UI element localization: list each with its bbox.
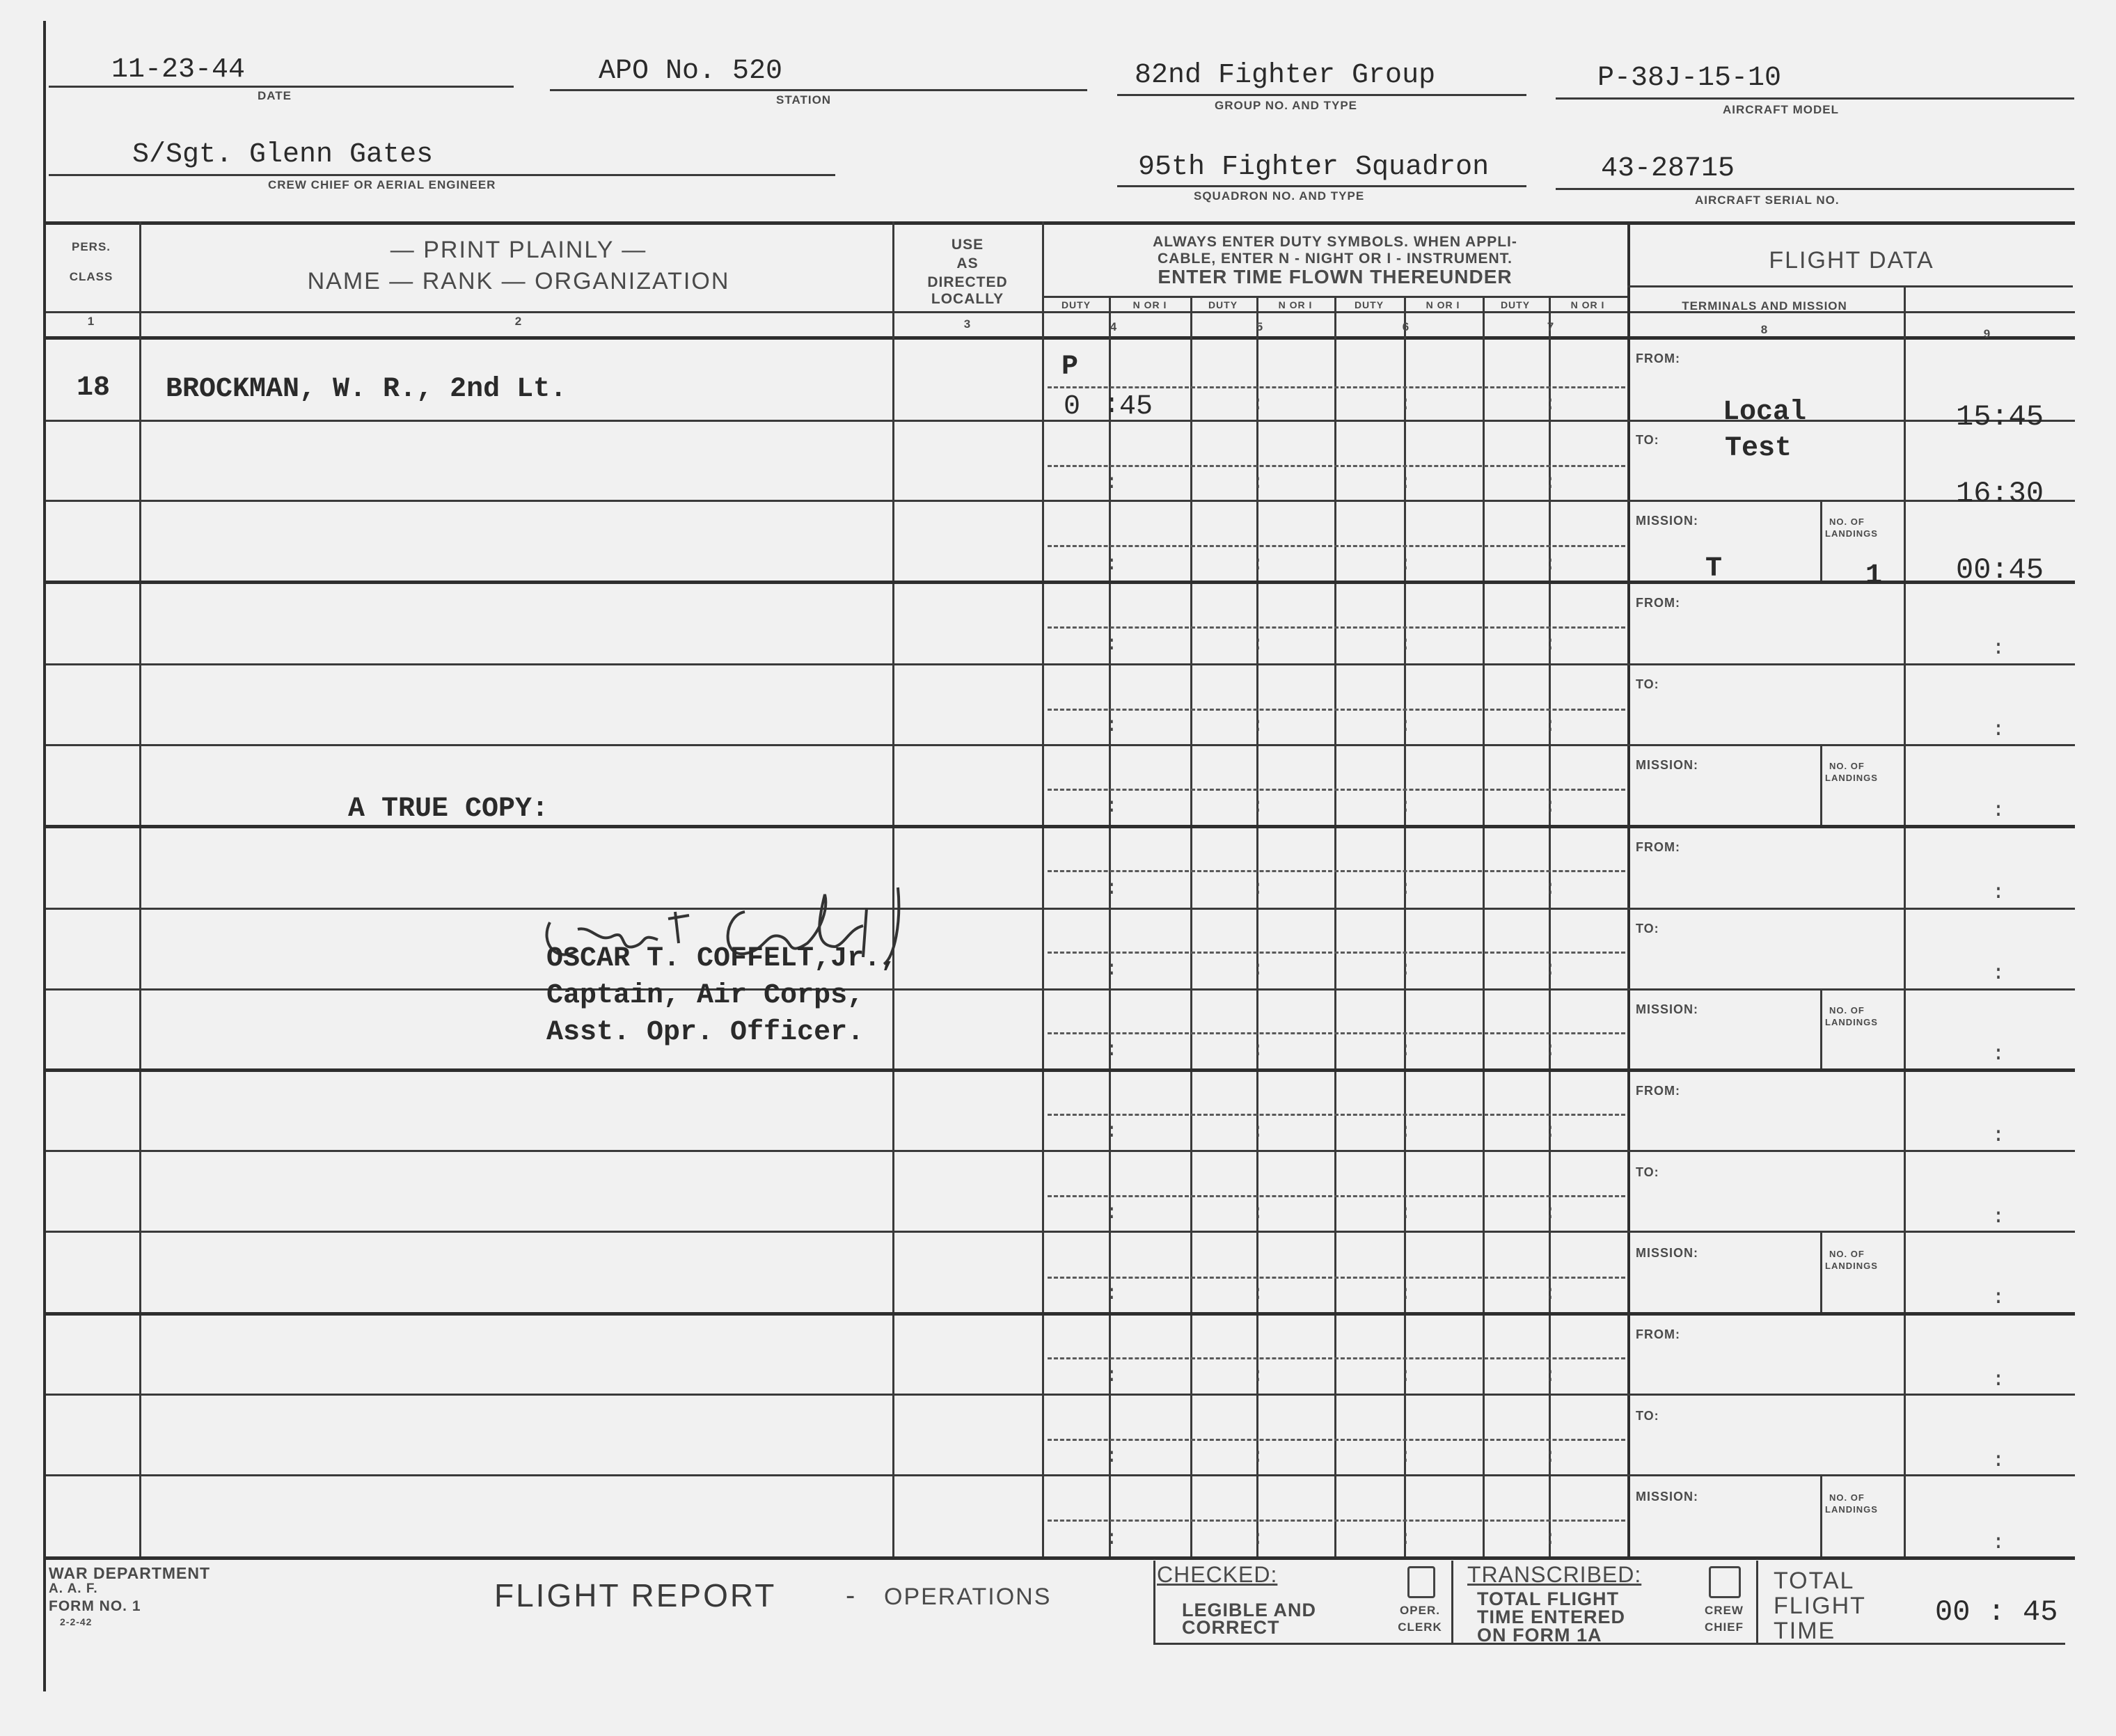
landings-divider [1820, 744, 1822, 825]
nori-label-6: N OR I [1426, 299, 1460, 310]
dept-line-a: WAR DEPARTMENT [49, 1564, 211, 1582]
time-colon: : [1544, 1120, 1557, 1144]
col6-right-rule [1483, 296, 1485, 1556]
footer-divider [1153, 1561, 1155, 1644]
serial-underline [1556, 188, 2074, 190]
landings-label-a: NO. OF [1829, 1249, 1865, 1259]
date-label: DATE [258, 89, 292, 102]
crew-chief-value: S/Sgt. Glenn Gates [132, 139, 434, 171]
time-dash [1048, 709, 1625, 711]
col8-right-rule [1904, 285, 1906, 1556]
row-rule [46, 1150, 2075, 1152]
flight-time-colon: : [1992, 1286, 2005, 1310]
from-value: Local [1723, 397, 1807, 428]
col3-header-d: LOCALLY [931, 291, 1004, 307]
form-left-border [43, 21, 46, 1691]
time-colon: : [1544, 958, 1557, 981]
time-colon: : [1399, 958, 1412, 981]
time-dash [1048, 1357, 1625, 1359]
duty-instructions-c: ENTER TIME FLOWN THEREUNDER [1158, 266, 1513, 287]
flight-time-colon: : [1992, 881, 2005, 905]
time-dash [1048, 1277, 1625, 1279]
time-colon: : [1252, 1039, 1265, 1062]
flight-time-colon: : [1992, 1531, 2005, 1555]
true-copy-label: A TRUE COPY: [348, 794, 549, 825]
time-colon: : [1544, 1445, 1557, 1469]
time-colon: : [1105, 633, 1119, 656]
landings-label-a: NO. OF [1829, 761, 1865, 771]
col-num-4: 4 [1110, 320, 1118, 333]
time-colon: : [1544, 877, 1557, 901]
time-colon: : [1399, 1039, 1412, 1062]
crew-chief-sign-b: CHIEF [1705, 1620, 1744, 1634]
duty-instructions-a: ALWAYS ENTER DUTY SYMBOLS. WHEN APPLI- [1153, 234, 1517, 250]
to-label: TO: [1636, 433, 1659, 447]
time-colon: : [1399, 1364, 1412, 1388]
time-colon: : [1252, 1201, 1265, 1225]
flight-time-colon: : [1992, 718, 2005, 742]
time-colon: : [1252, 633, 1265, 656]
time-colon: : [1105, 795, 1119, 819]
time-colon: : [1252, 877, 1265, 901]
row-rule [46, 1474, 2075, 1476]
duty-cols-top-rule [1042, 296, 1627, 298]
duty-label-7: DUTY [1500, 299, 1531, 310]
time-dash [1048, 626, 1625, 629]
crew-chief-sign-a: CREW [1705, 1604, 1744, 1617]
group-label: GROUP NO. AND TYPE [1215, 99, 1358, 112]
duty-label-5: DUTY [1208, 299, 1238, 310]
duty-minutes-value: 45 [1119, 391, 1153, 423]
oper-clerk-label-a: OPER. [1400, 1604, 1440, 1617]
flight-data-header: FLIGHT DATA [1769, 247, 1934, 274]
time-colon: : [1252, 795, 1265, 819]
group-rule [46, 1312, 2075, 1316]
serial-label: AIRCRAFT SERIAL NO. [1695, 194, 1840, 207]
date-underline [49, 86, 514, 88]
to-value: Test [1725, 433, 1792, 464]
group-rule [46, 825, 2075, 828]
time-colon: : [1252, 553, 1265, 576]
mission-label: MISSION: [1636, 1002, 1699, 1016]
col-num-7: 7 [1547, 320, 1555, 333]
crew-chief-underline [49, 174, 835, 176]
time-colon: : [1399, 633, 1412, 656]
col-num-5: 5 [1256, 320, 1264, 333]
time-colon: : [1399, 553, 1412, 576]
crew-chief-box [1709, 1566, 1741, 1598]
landings-label-b: LANDINGS [1825, 773, 1878, 783]
legible-label-b: CORRECT [1182, 1617, 1280, 1638]
time-colon: : [1252, 958, 1265, 981]
total-label-c: TIME [1774, 1618, 1836, 1644]
time-colon: : [1105, 1445, 1119, 1469]
mission-label: MISSION: [1636, 758, 1699, 772]
col-num-2: 2 [514, 315, 523, 328]
footer-divider [1451, 1561, 1453, 1644]
flight-time-colon: : [1992, 1124, 2005, 1148]
squadron-value: 95th Fighter Squadron [1138, 152, 1490, 183]
col1-header-a: PERS. [71, 240, 111, 253]
col3-header-c: DIRECTED [927, 274, 1008, 290]
station-underline [550, 89, 1087, 91]
landings-label-a: NO. OF [1829, 1492, 1865, 1503]
squadron-underline [1117, 185, 1526, 187]
legible-label-a: LEGIBLE AND [1182, 1600, 1316, 1620]
to-label: TO: [1636, 1165, 1659, 1179]
time-colon: : [1105, 714, 1119, 738]
time-dash [1048, 1439, 1625, 1441]
signer-title: Asst. Opr. Officer. [546, 1017, 864, 1048]
time-colon: : [1544, 1364, 1557, 1388]
duty-label-6: DUTY [1354, 299, 1384, 310]
time-colon: : [1105, 1364, 1119, 1388]
time-colon: : [1399, 471, 1412, 495]
pers-class-value: 18 [77, 372, 111, 404]
time-colon: : [1544, 795, 1557, 819]
time-colon: : [1252, 1445, 1265, 1469]
duty-symbol-value: P [1061, 352, 1079, 383]
flight-time-colon: : [1992, 1449, 2005, 1473]
transcribed-a: TOTAL FLIGHT [1477, 1588, 1619, 1609]
landings-label-a: NO. OF [1829, 1005, 1865, 1016]
time-colon: : [1544, 714, 1557, 738]
time-colon: : [1252, 471, 1265, 495]
group-rule [46, 581, 2075, 584]
terminals-header: TERMINALS AND MISSION [1682, 299, 1847, 313]
oper-clerk-label-b: CLERK [1398, 1620, 1442, 1634]
total-label-a: TOTAL [1774, 1568, 1855, 1594]
time-dash [1048, 1520, 1625, 1522]
time-colon: : [1252, 714, 1265, 738]
flight-time-colon: : [1992, 1043, 2005, 1066]
time-colon: : [1105, 958, 1119, 981]
from-label: FROM: [1636, 840, 1680, 854]
mission-label: MISSION: [1636, 1246, 1699, 1260]
time-colon: : [1105, 1039, 1119, 1062]
from-label: FROM: [1636, 1084, 1680, 1098]
time-colon: : [1544, 1201, 1557, 1225]
time-colon: : [1544, 1282, 1557, 1306]
flight-time-colon: : [1992, 799, 2005, 823]
time-colon: : [1252, 1282, 1265, 1306]
nori-label-4: N OR I [1132, 299, 1167, 310]
dept-line-c: FORM NO. 1 [49, 1598, 141, 1614]
time-colon: : [1399, 393, 1412, 416]
signer-name: OSCAR T. COFFELT,Jr., [546, 943, 898, 974]
form-subtitle: OPERATIONS [884, 1584, 1052, 1610]
mission-value: T [1705, 553, 1723, 585]
table-bottom-rule [46, 1556, 2075, 1560]
col3-header-a: USE [951, 237, 984, 253]
signer-rank: Captain, Air Corps, [546, 980, 864, 1011]
col-num-6: 6 [1402, 320, 1410, 333]
transcribed-label: TRANSCRIBED: [1467, 1562, 1642, 1587]
time-colon: : [1544, 633, 1557, 656]
time-colon: : [1399, 1120, 1412, 1144]
duty-colon: : [1103, 390, 1121, 421]
time-dash [1048, 1114, 1625, 1116]
squadron-label: SQUADRON NO. AND TYPE [1194, 189, 1365, 203]
time-colon: : [1252, 1527, 1265, 1551]
flight-time-colon: : [1992, 1206, 2005, 1229]
time-colon: : [1105, 1120, 1119, 1144]
model-label: AIRCRAFT MODEL [1723, 103, 1839, 116]
landing-time: 16:30 [1956, 477, 2044, 510]
time-colon: : [1399, 1527, 1412, 1551]
time-colon: : [1399, 714, 1412, 738]
col-num-8: 8 [1760, 323, 1769, 336]
col-num-9: 9 [1983, 327, 1991, 340]
header-bottom-rule [46, 336, 2075, 340]
total-flight-time-value: 00 : 45 [1935, 1595, 2058, 1629]
landings-divider [1820, 1474, 1822, 1556]
col-num-1: 1 [87, 315, 95, 328]
flight-data-subrule [1627, 285, 2073, 287]
time-dash [1048, 386, 1625, 388]
time-colon: : [1105, 1527, 1119, 1551]
landings-value: 1 [1865, 560, 1883, 592]
time-dash [1048, 1195, 1625, 1197]
model-underline [1556, 97, 2074, 100]
time-colon: : [1105, 877, 1119, 901]
time-colon: : [1105, 1201, 1119, 1225]
oper-clerk-box [1407, 1566, 1435, 1598]
duty-hours-value: 0 [1064, 391, 1081, 423]
time-colon: : [1544, 393, 1557, 416]
col1-header-b: CLASS [69, 270, 113, 283]
transcribed-b: TIME ENTERED [1477, 1607, 1626, 1627]
date-value: 11-23-44 [111, 54, 246, 86]
time-colon: : [1252, 1120, 1265, 1144]
from-label: FROM: [1636, 596, 1680, 610]
row-rule [46, 908, 2075, 910]
landings-label-b: LANDINGS [1825, 1504, 1878, 1515]
nori-label-5: N OR I [1278, 299, 1313, 310]
to-label: TO: [1636, 677, 1659, 691]
row-rule [46, 988, 2075, 991]
col4-right-rule [1190, 296, 1192, 1556]
time-colon: : [1399, 877, 1412, 901]
time-dash [1048, 789, 1625, 791]
footer-bottom-rule [1153, 1643, 2065, 1645]
form-title-dash: - [846, 1580, 855, 1611]
time-dash [1048, 952, 1625, 954]
col2-header-a: — PRINT PLAINLY — [390, 237, 647, 263]
row-rule [46, 500, 2075, 502]
checked-label: CHECKED: [1157, 1562, 1278, 1587]
time-colon: : [1252, 1364, 1265, 1388]
landings-label-b: LANDINGS [1825, 1261, 1878, 1271]
time-colon: : [1399, 1282, 1412, 1306]
time-colon: : [1105, 553, 1119, 576]
total-label-b: FLIGHT [1774, 1593, 1866, 1619]
from-label: FROM: [1636, 1327, 1680, 1341]
col2-header-b: NAME — RANK — ORGANIZATION [307, 268, 730, 294]
to-label: TO: [1636, 922, 1659, 936]
dept-line-b: A. A. F. [49, 1581, 98, 1596]
duty-instructions-b: CABLE, ENTER N - NIGHT OR I - INSTRUMENT. [1158, 251, 1513, 267]
model-value: P-38J-15-10 [1597, 63, 1782, 94]
row-rule [46, 1231, 2075, 1233]
col-num-3: 3 [963, 317, 972, 331]
from-label: FROM: [1636, 352, 1680, 365]
col3-header-b: AS [956, 255, 979, 271]
crew-name-value: BROCKMAN, W. R., 2nd Lt. [166, 374, 567, 405]
landings-divider [1820, 988, 1822, 1068]
flight-time-colon: : [1992, 637, 2005, 661]
flight-time-colon: : [1992, 1368, 2005, 1392]
group-value: 82nd Fighter Group [1135, 60, 1436, 91]
footer-divider [1756, 1561, 1758, 1644]
landings-label-b: LANDINGS [1825, 528, 1878, 539]
time-colon: : [1252, 393, 1265, 416]
time-dash [1048, 870, 1625, 872]
nori-label-7: N OR I [1570, 299, 1605, 310]
mission-label: MISSION: [1636, 514, 1699, 528]
time-colon: : [1105, 471, 1119, 495]
time-flown-value: 00:45 [1956, 553, 2044, 587]
landings-divider [1820, 1231, 1822, 1312]
time-colon: : [1544, 471, 1557, 495]
flight-time-colon: : [1992, 962, 2005, 986]
dept-line-d: 2-2-42 [60, 1616, 93, 1627]
row-rule [46, 663, 2075, 665]
table-top-border [46, 221, 2075, 225]
transcribed-c: ON FORM 1A [1477, 1625, 1602, 1646]
time-dash [1048, 545, 1625, 547]
time-dash [1048, 1032, 1625, 1034]
row-rule [46, 1394, 2075, 1396]
time-colon: : [1399, 1201, 1412, 1225]
time-colon: : [1399, 1445, 1412, 1469]
duty-label-4: DUTY [1061, 299, 1091, 310]
group-rule [46, 1068, 2075, 1072]
landings-label-b: LANDINGS [1825, 1017, 1878, 1027]
time-colon: : [1544, 1039, 1557, 1062]
time-dash [1048, 465, 1625, 467]
landings-label-a: NO. OF [1829, 516, 1865, 527]
time-colon: : [1105, 1282, 1119, 1306]
time-colon: : [1544, 553, 1557, 576]
row-rule [46, 744, 2075, 746]
station-value: APO No. 520 [599, 56, 783, 87]
col5-right-rule [1334, 296, 1336, 1556]
mission-label: MISSION: [1636, 1490, 1699, 1504]
time-colon: : [1399, 795, 1412, 819]
serial-value: 43-28715 [1601, 153, 1735, 184]
crew-chief-label: CREW CHIEF OR AERIAL ENGINEER [268, 178, 496, 191]
station-label: STATION [776, 93, 832, 106]
to-label: TO: [1636, 1409, 1659, 1423]
group-underline [1117, 94, 1526, 96]
landings-divider [1820, 500, 1822, 581]
form-title: FLIGHT REPORT [494, 1577, 777, 1613]
takeoff-time: 15:45 [1956, 400, 2044, 434]
time-colon: : [1544, 1527, 1557, 1551]
